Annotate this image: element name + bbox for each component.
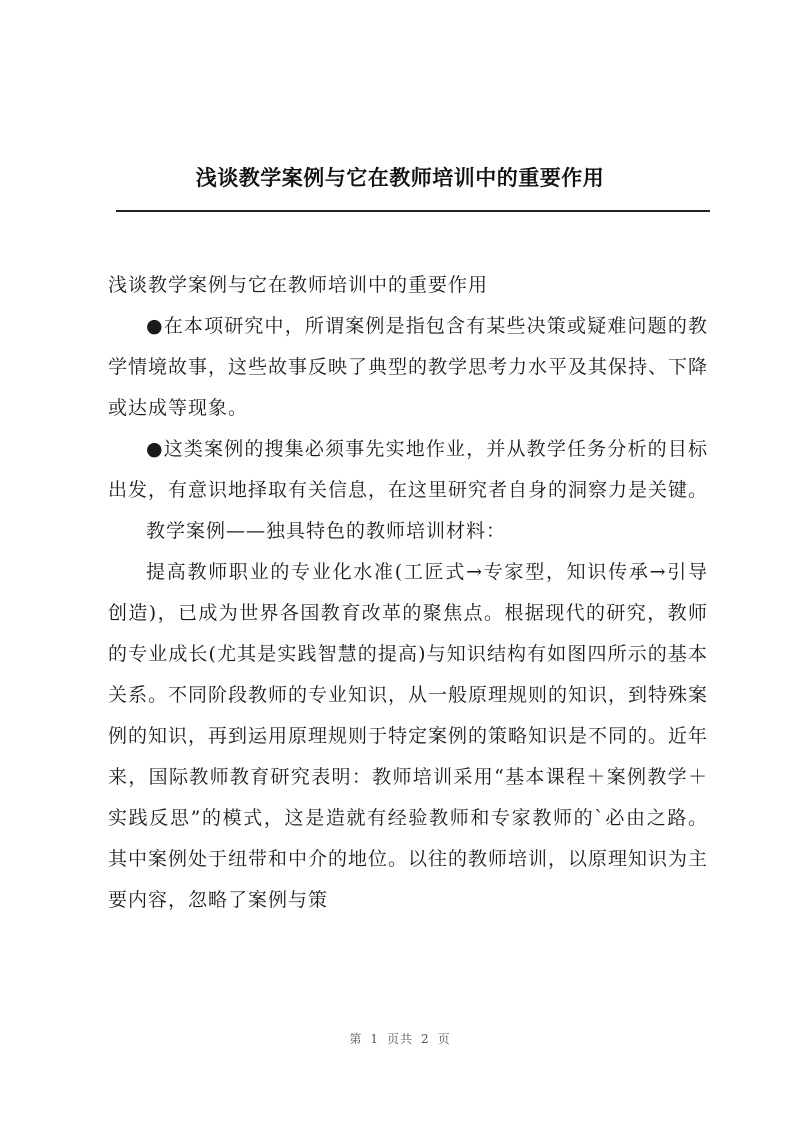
footer-suffix: 页 bbox=[437, 1032, 451, 1046]
footer-total-pages: 2 bbox=[421, 1032, 430, 1046]
page-footer bbox=[0, 1030, 800, 1047]
document-body bbox=[108, 265, 708, 921]
paragraph-heading: 浅谈教学案例与它在教师培训中的重要作用 bbox=[108, 274, 489, 296]
document-title: 浅谈教学案例与它在教师培训中的重要作用 bbox=[195, 166, 605, 190]
paragraph: ●这类案例的搜集必须事先实地作业，并从教学任务分析的目标出发，有意识地择取有关信息，在这里研究者自身的洞察力是关键。 bbox=[108, 438, 709, 501]
footer-current-page: 1 bbox=[370, 1032, 379, 1046]
paragraph: ●在本项研究中，所谓案例是指包含有某些决策或疑难问题的教学情境故事，这些故事反映了典型的教学思考力水平及其保持、下降或达成等现象。 bbox=[108, 315, 709, 419]
paragraph: 提高教师职业的专业化水准(工匠式→专家型，知识传承→引导创造)，已成为世界各国教育改革的聚焦点。根据现代的研究，教师的专业成长(尤其是实践智慧的提高)与知识结构有如图四所示的基本关系。不同阶段教师的专业知识，从一般原理规则的知识，到特殊案例的知识，再到运用原理规则于特定案例的策略知识是不同的。近年来，国际教师教育研究表明：教师培训采用“基本课程＋案例教学＋实践反思”的模式，这是造就有经验教师和专家教师的`必由之路。其中案例处于纽带和中介的地位。以往的教师培训，以原理知识为主要内容，忽略了案例与策 bbox=[108, 561, 709, 911]
title-underline bbox=[116, 210, 710, 212]
footer-prefix: 第 bbox=[349, 1032, 363, 1046]
footer-middle: 页共 bbox=[386, 1032, 413, 1046]
paragraph: 教学案例——独具特色的教师培训材料： bbox=[146, 520, 507, 542]
